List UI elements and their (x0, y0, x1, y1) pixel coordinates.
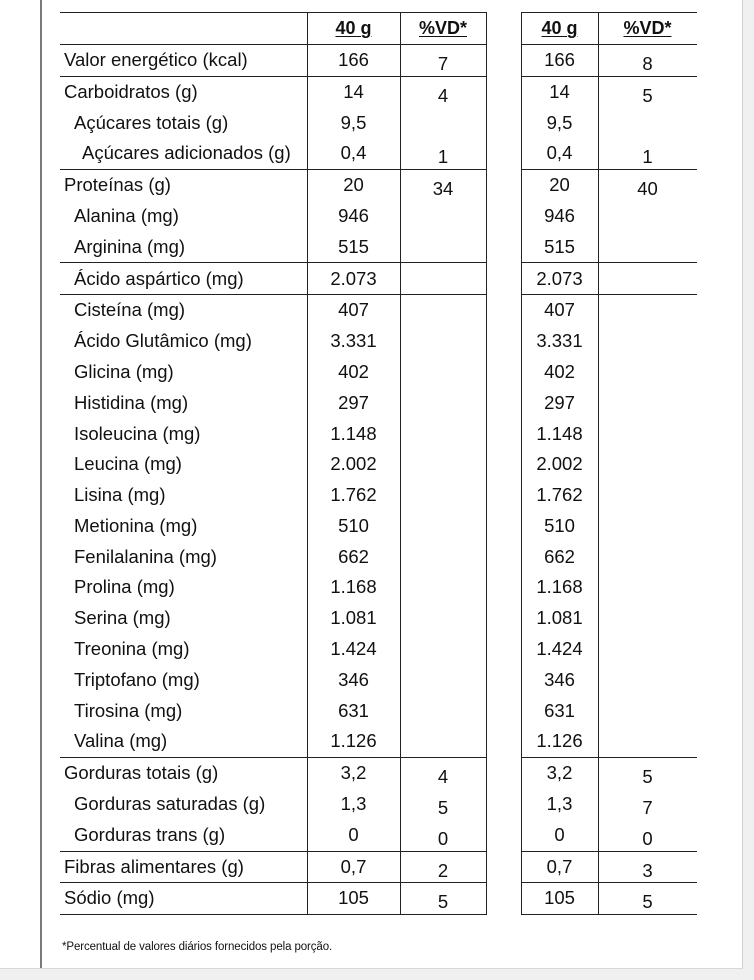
table-row (60, 883, 697, 915)
dv-1-value (400, 138, 486, 169)
dv-2-value (598, 388, 697, 419)
portion-2-value: 1.126 (521, 726, 598, 757)
table-row (60, 665, 697, 696)
dv-2-value (598, 603, 697, 634)
dv-1-value (400, 169, 486, 200)
nutrient-label: Fenilalanina (mg) (74, 545, 217, 567)
portion-1-value: 20 (307, 169, 400, 200)
table-row (60, 357, 697, 388)
column-gap (486, 138, 521, 169)
dv-1-value-text: 34 (432, 178, 454, 200)
header-portion-2 (521, 13, 598, 45)
dv-1-value (400, 44, 486, 76)
column-gap (486, 263, 521, 295)
table-row (60, 388, 697, 419)
dv-1-value (400, 326, 486, 357)
dv-1-value (400, 418, 486, 449)
portion-1-value: 0 (307, 820, 400, 851)
dv-2-value (598, 726, 697, 757)
portion-1-value: 407 (307, 295, 400, 326)
column-gap (486, 76, 521, 107)
table-row (60, 542, 697, 573)
header-dv-1-label: %VD* (418, 18, 467, 39)
portion-1-value: 2.073 (307, 263, 400, 295)
nutrient-label: Gorduras trans (g) (74, 823, 226, 845)
portion-1-value: 1.081 (307, 603, 400, 634)
portion-2-value: 662 (521, 542, 598, 573)
column-gap (486, 542, 521, 573)
dv-2-value (598, 480, 697, 511)
dv-2-value (598, 138, 697, 169)
column-gap (486, 232, 521, 263)
column-gap (486, 820, 521, 851)
portion-2-value: 1,3 (521, 789, 598, 820)
dv-2-value (598, 76, 697, 107)
nutrient-label: Arginina (mg) (74, 235, 186, 257)
portion-1-value: 166 (307, 44, 400, 76)
column-gap (486, 295, 521, 326)
portion-1-value: 297 (307, 388, 400, 419)
nutrient-label: Serina (mg) (74, 607, 171, 629)
dv-1-value (400, 449, 486, 480)
header-dv-2-label: %VD* (623, 18, 672, 39)
nutrient-label: Sódio (mg) (60, 883, 307, 915)
dv-2-value (598, 634, 697, 665)
dv-2-value (598, 572, 697, 603)
nutrient-label: Cisteína (mg) (60, 295, 307, 326)
portion-2-value: 510 (521, 511, 598, 542)
column-gap (486, 634, 521, 665)
dv-1-value (400, 511, 486, 542)
portion-2-value: 402 (521, 357, 598, 388)
dv-2-value-text: 5 (642, 766, 653, 788)
portion-2-value: 946 (521, 201, 598, 232)
portion-2-value: 166 (521, 44, 598, 76)
dv-2-value (598, 511, 697, 542)
dv-2-value (598, 820, 697, 851)
portion-1-value: 1.168 (307, 572, 400, 603)
header-portion-1 (307, 13, 400, 45)
dv-2-value-text: 7 (642, 797, 653, 819)
portion-1-value: 1.424 (307, 634, 400, 665)
column-gap (486, 169, 521, 200)
dv-1-value (400, 480, 486, 511)
portion-2-value: 1.168 (521, 572, 598, 603)
nutrient-label: Ácido aspártico (mg) (60, 263, 307, 295)
portion-2-value: 515 (521, 232, 598, 263)
table-row (60, 169, 697, 200)
nutrient-label: Triptofano (mg) (74, 668, 200, 690)
portion-2-value: 105 (521, 883, 598, 915)
table-row (60, 758, 697, 789)
nutrient-label: Carboidratos (g) (60, 76, 307, 107)
portion-1-value: 510 (307, 511, 400, 542)
nutrient-label: Prolina (mg) (74, 576, 175, 598)
nutrient-label: Isoleucina (mg) (74, 422, 201, 444)
dv-1-value (400, 232, 486, 263)
dv-1-value (400, 851, 486, 883)
dv-2-value-text: 5 (642, 84, 653, 106)
column-gap (486, 13, 521, 45)
dv-2-value (598, 357, 697, 388)
dv-2-value (598, 758, 697, 789)
header-nutrient (60, 13, 307, 45)
column-gap (486, 572, 521, 603)
dv-1-value-text: 5 (437, 797, 449, 819)
column-gap (486, 480, 521, 511)
table-row (60, 232, 697, 263)
nutrient-label: Açúcares totais (g) (74, 111, 229, 133)
dv-1-value (400, 107, 486, 138)
dv-1-value-text: 5 (437, 891, 449, 913)
nutrient-label: Valor energético (kcal) (60, 44, 307, 76)
table-row (60, 449, 697, 480)
dv-1-value (400, 201, 486, 232)
dv-2-value (598, 169, 697, 200)
portion-2-value: 0,7 (521, 851, 598, 883)
portion-2-value: 2.073 (521, 263, 598, 295)
column-gap (486, 107, 521, 138)
nutrient-label: Gorduras saturadas (g) (74, 793, 266, 815)
header-dv-1 (400, 13, 486, 45)
table-row (60, 480, 697, 511)
portion-2-value: 3,2 (521, 758, 598, 789)
portion-2-value: 631 (521, 696, 598, 727)
header-dv-2 (598, 13, 697, 45)
dv-1-value (400, 665, 486, 696)
dv-2-value (598, 665, 697, 696)
nutrient-label: Ácido Glutâmico (mg) (74, 330, 252, 352)
portion-1-value: 1.126 (307, 726, 400, 757)
portion-2-value: 2.002 (521, 449, 598, 480)
dv-2-value (598, 418, 697, 449)
column-gap (486, 603, 521, 634)
dv-2-value (598, 883, 697, 915)
dv-1-value (400, 634, 486, 665)
dv-1-value (400, 76, 486, 107)
column-gap (486, 201, 521, 232)
nutrient-label: Valina (mg) (74, 730, 168, 752)
portion-1-value: 14 (307, 76, 400, 107)
dv-1-value (400, 883, 486, 915)
portion-1-value: 105 (307, 883, 400, 915)
nutrition-table (60, 12, 697, 915)
page-divider (40, 0, 42, 968)
table-row (60, 138, 697, 169)
nutrient-label: Tirosina (mg) (74, 699, 183, 721)
portion-2-value: 1.081 (521, 603, 598, 634)
nutrient-label: Leucina (mg) (74, 453, 182, 475)
header-portion-2-label: 40 g (541, 18, 578, 39)
column-gap (486, 726, 521, 757)
dv-2-value-text: 3 (642, 859, 653, 881)
portion-2-value: 14 (521, 76, 598, 107)
dv-2-value (598, 449, 697, 480)
dv-2-value (598, 851, 697, 883)
portion-2-value: 3.331 (521, 326, 598, 357)
table-row (60, 76, 697, 107)
dv-2-value (598, 542, 697, 573)
portion-2-value: 0,4 (521, 138, 598, 169)
dv-2-value (598, 263, 697, 295)
dv-1-value (400, 758, 486, 789)
column-gap (486, 418, 521, 449)
column-gap (486, 44, 521, 76)
table-row (60, 201, 697, 232)
portion-1-value: 1.762 (307, 480, 400, 511)
dv-1-value (400, 357, 486, 388)
portion-2-value: 20 (521, 169, 598, 200)
table-row (60, 295, 697, 326)
dv-1-value-text: 4 (437, 84, 449, 106)
dv-1-value (400, 295, 486, 326)
portion-2-value: 9,5 (521, 107, 598, 138)
portion-2-value: 1.148 (521, 418, 598, 449)
portion-1-value: 402 (307, 357, 400, 388)
dv-1-value-text: 2 (437, 859, 449, 881)
portion-2-value: 407 (521, 295, 598, 326)
footnote: *Percentual de valores diários fornecidos pela porção. (62, 941, 333, 953)
portion-1-value: 631 (307, 696, 400, 727)
dv-2-value (598, 295, 697, 326)
table-row (60, 603, 697, 634)
table-row (60, 572, 697, 603)
dv-2-value-text: 40 (637, 178, 658, 200)
column-gap (486, 388, 521, 419)
column-gap (486, 665, 521, 696)
table-row (60, 726, 697, 757)
portion-1-value: 1.148 (307, 418, 400, 449)
dv-1-value (400, 388, 486, 419)
table-row (60, 44, 697, 76)
table-row (60, 820, 697, 851)
portion-1-value: 946 (307, 201, 400, 232)
dv-2-value (598, 44, 697, 76)
portion-1-value: 346 (307, 665, 400, 696)
dv-1-value (400, 572, 486, 603)
dv-1-value (400, 696, 486, 727)
dv-2-value-text: 5 (642, 891, 653, 913)
dv-1-value-text: 0 (437, 827, 449, 849)
dv-2-value (598, 696, 697, 727)
portion-1-value: 1,3 (307, 789, 400, 820)
portion-1-value: 2.002 (307, 449, 400, 480)
table-row (60, 511, 697, 542)
dv-2-value (598, 326, 697, 357)
nutrient-label: Proteínas (g) (60, 169, 307, 200)
nutrient-label: Histidina (mg) (74, 391, 189, 413)
nutrient-label: Alanina (mg) (74, 204, 179, 226)
nutrient-label: Glicina (mg) (74, 360, 174, 382)
column-gap (486, 789, 521, 820)
portion-1-value: 0,7 (307, 851, 400, 883)
dv-1-value (400, 726, 486, 757)
portion-2-value: 0 (521, 820, 598, 851)
table-row (60, 418, 697, 449)
portion-2-value: 297 (521, 388, 598, 419)
dv-1-value (400, 789, 486, 820)
dv-2-value-text: 0 (642, 827, 653, 849)
dv-2-value (598, 107, 697, 138)
table-row (60, 851, 697, 883)
dv-1-value (400, 603, 486, 634)
table-header-row (60, 13, 697, 45)
column-gap (486, 696, 521, 727)
column-gap (486, 449, 521, 480)
table-row (60, 263, 697, 295)
nutrient-label: Lisina (mg) (74, 484, 166, 506)
nutrient-label: Metionina (mg) (74, 514, 198, 536)
portion-1-value: 3.331 (307, 326, 400, 357)
dv-1-value (400, 263, 486, 295)
portion-2-value: 1.424 (521, 634, 598, 665)
column-gap (486, 511, 521, 542)
dv-1-value-text: 1 (437, 146, 449, 168)
table-row (60, 634, 697, 665)
portion-1-value: 662 (307, 542, 400, 573)
portion-1-value: 3,2 (307, 758, 400, 789)
column-gap (486, 883, 521, 915)
nutrient-label: Fibras alimentares (g) (60, 851, 307, 883)
column-gap (486, 357, 521, 388)
column-gap (486, 758, 521, 789)
table-body (60, 44, 697, 914)
nutrient-label: Gorduras totais (g) (60, 758, 307, 789)
portion-2-value: 1.762 (521, 480, 598, 511)
dv-2-value (598, 232, 697, 263)
portion-1-value: 0,4 (307, 138, 400, 169)
portion-2-value: 346 (521, 665, 598, 696)
header-portion-1-label: 40 g (335, 18, 372, 39)
dv-1-value (400, 820, 486, 851)
column-gap (486, 326, 521, 357)
portion-1-value: 515 (307, 232, 400, 263)
column-gap (486, 851, 521, 883)
dv-2-value-text: 8 (642, 52, 653, 74)
dv-2-value-text: 1 (642, 146, 653, 168)
dv-2-value (598, 201, 697, 232)
dv-1-value-text: 7 (437, 52, 449, 74)
dv-1-value-text: 4 (437, 766, 449, 788)
table-row (60, 326, 697, 357)
dv-1-value (400, 542, 486, 573)
table-row (60, 789, 697, 820)
dv-2-value (598, 789, 697, 820)
table-row (60, 696, 697, 727)
portion-1-value: 9,5 (307, 107, 400, 138)
table-row (60, 107, 697, 138)
nutrient-label: Açúcares adicionados (g) (82, 142, 291, 164)
nutrient-label: Treonina (mg) (74, 638, 190, 660)
